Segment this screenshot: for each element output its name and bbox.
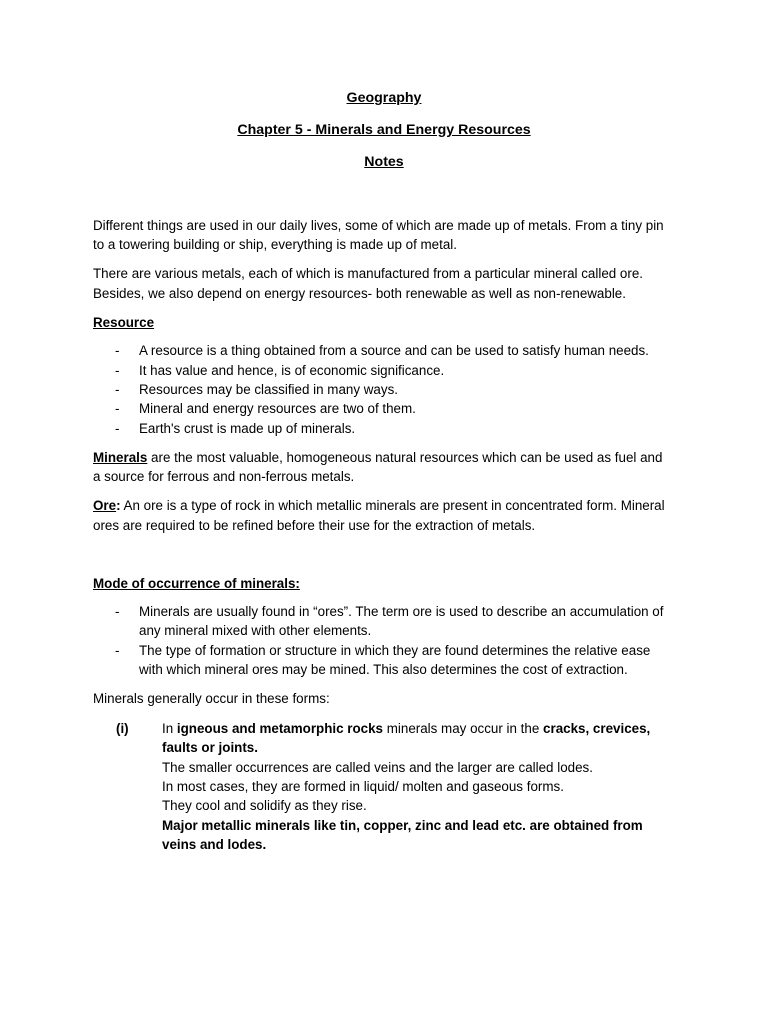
form-i-line-2: The smaller occurrences are called veins and the larger are called lodes. — [162, 759, 593, 775]
list-item-text: It has value and hence, is of economic significance. — [139, 362, 445, 378]
dash-bullet: - — [115, 604, 120, 620]
notes-title: Notes — [364, 154, 404, 170]
form-i-in: In — [162, 720, 177, 736]
dash-bullet: - — [115, 420, 120, 436]
resource-list — [93, 341, 673, 438]
document-body — [93, 216, 673, 855]
forms-intro: Minerals generally occur in these forms: — [93, 691, 330, 707]
dash-bullet: - — [115, 362, 120, 378]
form-i-mid: minerals may occur in the — [383, 720, 544, 736]
dash-bullet: - — [115, 401, 120, 417]
minerals-definition-text: are the most valuable, homogeneous natural resources which can be used as fuel and a source for ferrous and non-ferrous metals. — [93, 449, 663, 485]
list-item-text: Resources may be classified in many ways. — [139, 382, 398, 398]
ore-colon: : — [116, 498, 121, 514]
dash-bullet: - — [115, 642, 120, 658]
minerals-term: Minerals — [93, 449, 148, 465]
form-i-line-5: Major metallic minerals like tin, copper, zinc and lead etc. are obtained from veins and lodes. — [162, 817, 643, 853]
resource-heading: Resource — [93, 314, 155, 330]
list-item — [93, 602, 673, 641]
intro-paragraph-1: Different things are used in our daily lives, some of which are made up of metals. From a tiny pin to a towering building or ship, everything is made up of metal. — [93, 218, 664, 253]
title-block — [0, 88, 768, 184]
list-item — [93, 361, 673, 380]
section-spacer — [93, 545, 673, 574]
ore-definition-text: An ore is a type of rock in which metallic minerals are present in concentrated form. Mineral ores are required to be refined before their use for the extraction of metals. — [93, 498, 665, 533]
list-item-text: Mineral and energy resources are two of them. — [139, 401, 416, 417]
chapter-title: Chapter 5 - Minerals and Energy Resources — [237, 122, 531, 138]
list-item — [93, 419, 673, 438]
mode-list — [93, 602, 673, 680]
minerals-definition — [93, 448, 673, 487]
dash-bullet: - — [115, 382, 120, 398]
ore-term: Ore — [93, 498, 117, 514]
list-item-text: Minerals are usually found in “ores”. The term ore is used to describe an accumulation of any mineral mixed with other elements. — [139, 604, 664, 639]
list-item-text: A resource is a thing obtained from a source and can be used to satisfy human needs. — [139, 343, 649, 359]
intro-paragraph-2: There are various metals, each of which is manufactured from a particular mineral called ore. Besides, we also depend on energy resources- both renewable as well as non-renewable. — [93, 266, 644, 301]
list-item-text: Earth's crust is made up of minerals. — [139, 420, 356, 436]
form-i-line-3: In most cases, they are formed in liquid/ molten and gaseous forms. — [162, 778, 564, 794]
form-i-line-1 — [162, 719, 673, 758]
list-item-text: The type of formation or structure in which they are found determines the relative ease with which mineral ores may be mined. This also determines the cost of extraction. — [139, 642, 651, 678]
ore-definition — [93, 496, 673, 535]
form-i-cracks: cracks, crevices, faults or joints. — [162, 720, 651, 756]
dash-bullet: - — [115, 343, 120, 359]
roman-numeral: (i) — [116, 720, 129, 736]
list-item — [93, 399, 673, 418]
subject-title: Geography — [346, 90, 422, 106]
form-i-line-4: They cool and solidify as they rise. — [162, 798, 367, 814]
list-item — [93, 341, 673, 360]
list-item — [93, 641, 673, 680]
form-item-i — [93, 719, 673, 855]
list-item — [93, 380, 673, 399]
form-i-rocks: igneous and metamorphic rocks — [176, 720, 384, 736]
mode-heading: Mode of occurrence of minerals: — [93, 575, 300, 591]
